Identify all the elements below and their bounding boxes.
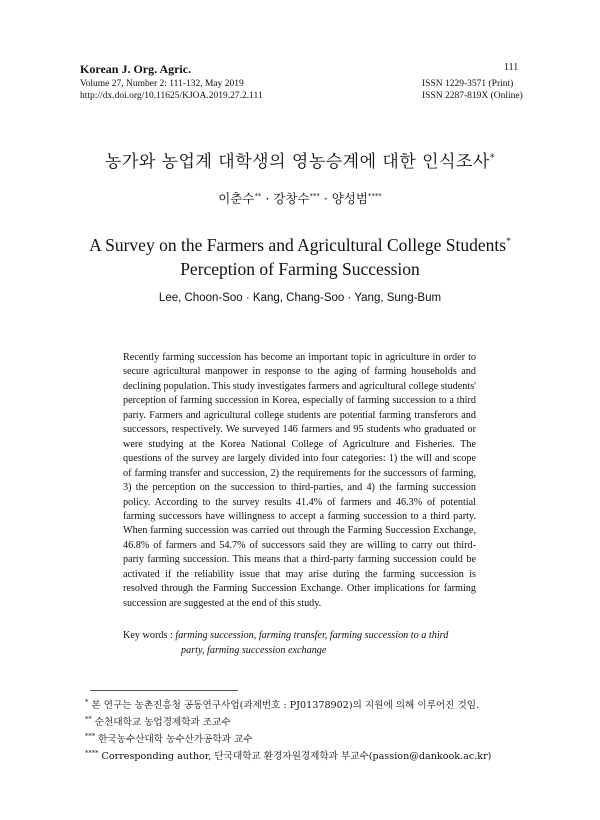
doi-link[interactable]: http://dx.doi.org/10.11625/KJOA.2019.27.2.111 (80, 91, 263, 101)
author-separator: · (265, 191, 270, 206)
authors-korean (0, 189, 600, 207)
title-korean-text: 농가와 농업계 대학생의 영농승계에 대한 인식조사 (104, 152, 490, 172)
author-name: 양성범 (331, 191, 369, 206)
footnote (85, 697, 479, 711)
keywords-text-2: party, farming succession exchange (181, 645, 327, 656)
keywords-text-1: farming succession, farming transfer, farming succession to a third (175, 630, 449, 641)
author-separator: · (323, 191, 328, 206)
author-name: 강창수 (273, 191, 310, 206)
page-number: 111 (504, 62, 519, 73)
author-mark: ** (254, 191, 262, 200)
title-english (0, 230, 600, 281)
footnote-divider (90, 690, 238, 691)
footnote-mark: **** (85, 748, 99, 757)
title-english-line1 (0, 230, 600, 257)
footnote (85, 731, 253, 745)
keywords-label: Key words : (123, 630, 173, 641)
abstract-body: Recently farming succession has become an important topic in agriculture in order to secure agricultural manpower in response to the aging of farming households and declining population. This study investigates farmers and agricultural college students' perception of farming succession in Korea, especially of farming succession to a third party. Farmers and agricultural college students are potential farming transferors and successors, respectively. We surveyed 146 farmers and 95 students who graduated or were studying at the Korea National College of Agriculture and Fisheries. The questions of the survey are largely divided into four categories: 1) the will and scope of farming transfer and succession, 2) the requirements for the successors of farming, 3) the perception on the succession to third-parties, and 4) the farming succession policy. According to the survey results 41.4% of farmers and 46.3% of potential farming successors have willingness to accept a farming succession to a third party. When farming succession was carried out through the Farming Succession Exchange, 46.8% of farmers and 54.7% of successors said they are willing to carry out third-party farming succession. This means that a third-party farming succession could be activated if the reliability issue that may arise during the farming succession is resolved through the Farming Succession Exchange. Other implications for farming succession are suggested at the end of this study. (123, 352, 476, 609)
footnote-text: 한국농수산대학 농수산가공학과 교수 (98, 734, 253, 745)
journal-name: Korean J. Org. Agric. (80, 62, 192, 76)
authors-english: Lee, Choon-Soo · Kang, Chang-Soo · Yang, Sung-Bum (158, 292, 442, 304)
footnote (85, 714, 231, 728)
footnote-text: 순천대학교 농업경제학과 조교수 (94, 717, 231, 728)
author-name: 이춘수 (218, 191, 255, 206)
title-english-mark: * (506, 236, 511, 247)
title-korean-mark: * (489, 152, 496, 164)
title-korean (0, 147, 600, 172)
keywords (123, 628, 483, 658)
footnote-mark: *** (85, 731, 96, 740)
footnote (85, 748, 491, 762)
footnote-text: 본 연구는 농촌진흥청 공동연구사업(과제번호 : PJ01378902)의 지원에 의해 이루어진 것임. (91, 700, 480, 711)
issn-print: ISSN 1229-3571 (Print) (422, 79, 514, 89)
author-mark: *** (309, 191, 320, 200)
title-english-line1-text: A Survey on the Farmers and Agricultural College Students (89, 234, 507, 255)
footnote-mark: * (85, 697, 89, 706)
volume-info: Volume 27, Number 2: 111-132, May 2019 (80, 79, 244, 89)
keywords-line1 (123, 628, 483, 643)
title-english-line2: Perception of Farming Succession (180, 258, 420, 279)
author-mark: **** (368, 191, 382, 200)
footnote-mark: ** (85, 714, 92, 723)
issn-online: ISSN 2287-819X (Online) (422, 91, 523, 101)
footnote-text: Corresponding author, 단국대학교 환경자원경제학과 부교수(passion@dankook.ac.kr) (101, 751, 492, 762)
